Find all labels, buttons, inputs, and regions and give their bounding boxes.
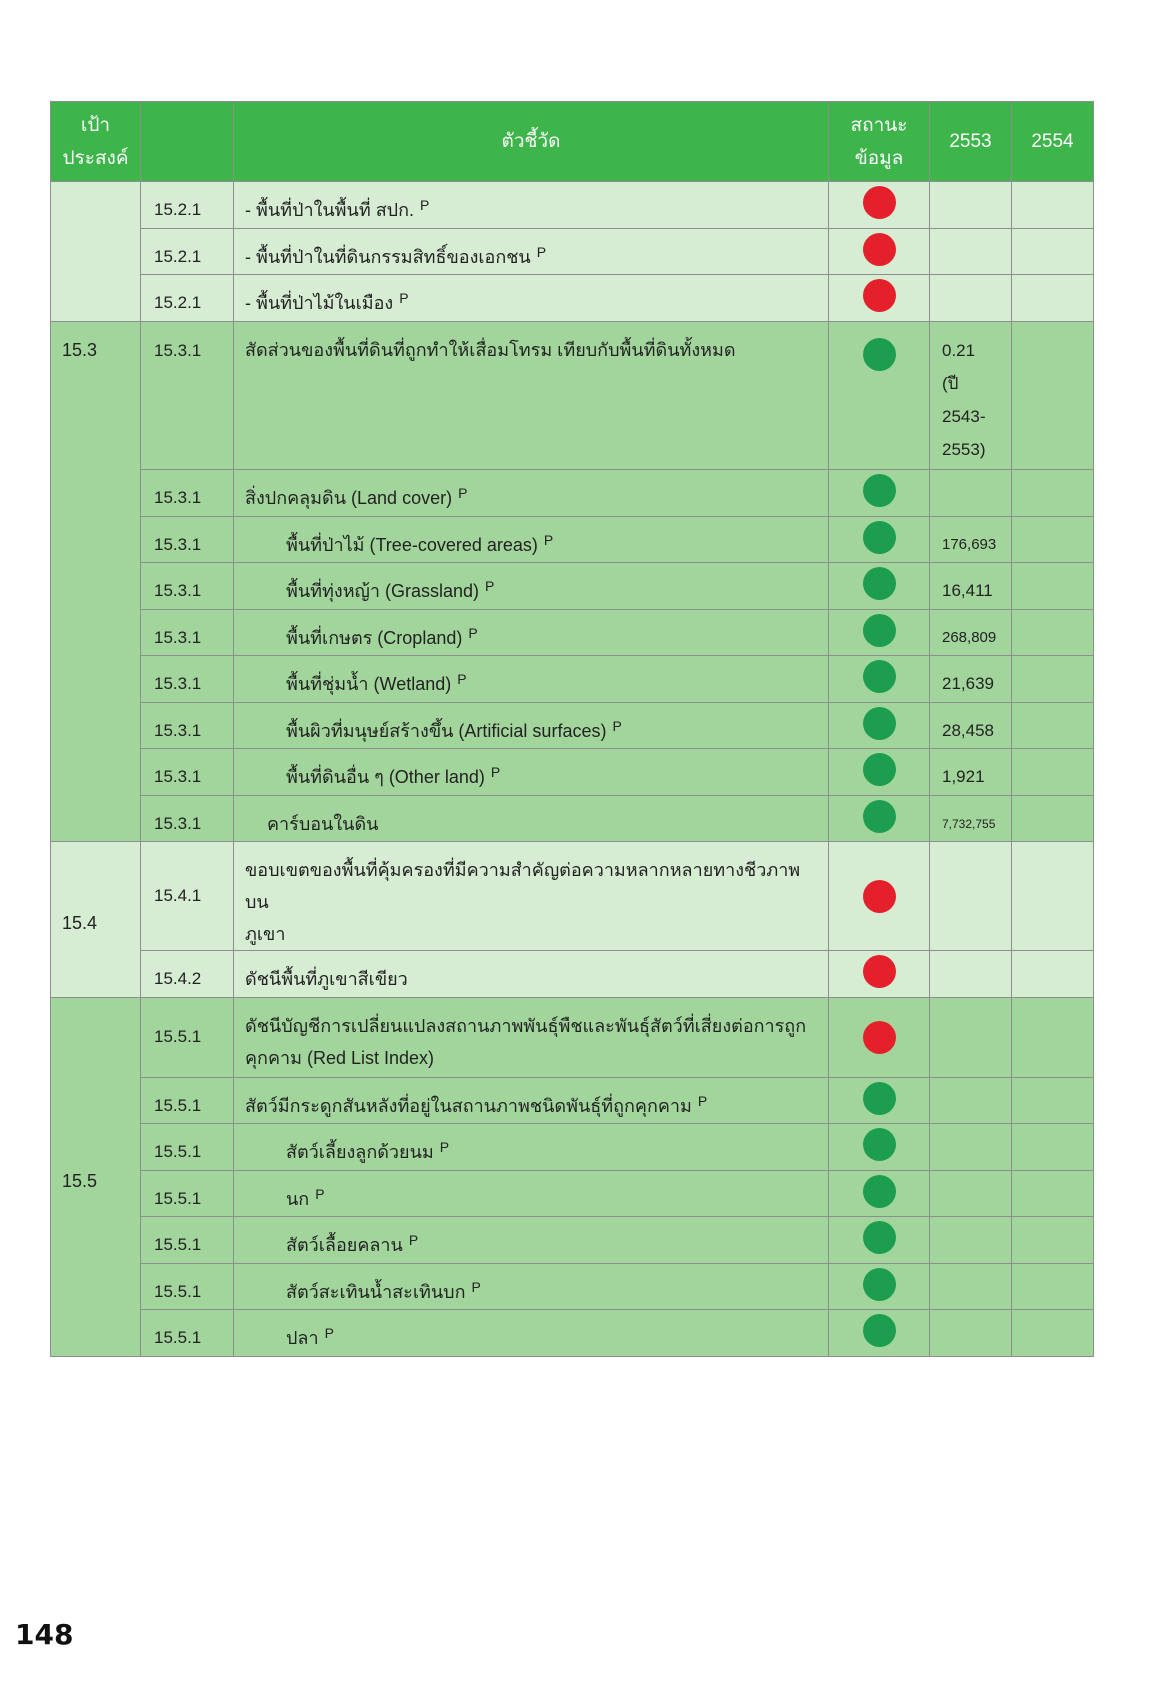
indicator-cell (234, 951, 829, 998)
status-cell (829, 749, 930, 796)
indicator-line (245, 1090, 820, 1122)
header-status-line: ข้อมูล (854, 147, 904, 169)
value-line: 16,411 (942, 581, 993, 600)
indicator-line (286, 715, 820, 747)
indicator-cell (234, 609, 829, 656)
indicator-line (267, 808, 820, 840)
value-2554-cell (1012, 470, 1094, 517)
value-2554-cell (1012, 1310, 1094, 1357)
value-2553-cell (930, 702, 1012, 749)
status-cell (829, 182, 930, 229)
indicator-text: สิ่งปกคลุมดิน (Land cover) (245, 488, 453, 508)
value-2554-cell (1012, 609, 1094, 656)
value-line: 2553) (942, 439, 986, 459)
status-cell (829, 228, 930, 275)
value-2554-cell (1012, 795, 1094, 842)
superscript-p-marker: P (324, 1325, 334, 1341)
value-2553-cell (930, 470, 1012, 517)
indicator-cell (234, 842, 829, 951)
status-dot-red-icon (863, 880, 896, 913)
superscript-p-marker: P (458, 485, 468, 501)
header-indicator: ตัวชี้วัด (234, 102, 829, 182)
code-cell: 15.2.1 (141, 275, 234, 322)
superscript-p-marker: P (543, 531, 554, 548)
status-cell (829, 1217, 930, 1264)
indicator-cell (234, 182, 829, 229)
indicator-cell (234, 656, 829, 703)
status-cell (829, 997, 930, 1077)
status-cell (829, 1310, 930, 1357)
value-line: 0.21 (942, 340, 976, 360)
code-cell: 15.2.1 (141, 182, 234, 229)
indicator-line (286, 1322, 820, 1354)
indicator-line (286, 529, 820, 561)
status-cell (829, 321, 930, 470)
table-row (51, 609, 1094, 656)
value-2553-cell (930, 516, 1012, 563)
indicator-text: ภูเขา (245, 924, 286, 944)
code-cell: 15.5.1 (141, 1310, 234, 1357)
indicator-cell (234, 1124, 829, 1171)
code-cell: 15.3.1 (141, 749, 234, 796)
value-line: 28,458 (942, 720, 994, 740)
indicator-text: ดัชนีพื้นที่ภูเขาสีเขียว (245, 969, 408, 989)
value-2553-cell (930, 321, 1012, 470)
status-dot-green-icon (863, 1221, 896, 1254)
value-line: 176,693 (942, 535, 997, 553)
status-dot-green-icon (863, 753, 896, 786)
value-2553-cell (930, 1263, 1012, 1310)
header-status (829, 102, 930, 182)
indicator-text: - พื้นที่ป่าในพื้นที่ สปก. (245, 200, 415, 220)
status-cell (829, 563, 930, 610)
indicator-cell (234, 516, 829, 563)
indicator-text: พื้นที่ดินอื่น ๆ (Other land) (286, 767, 485, 787)
value-2554-cell (1012, 842, 1094, 951)
status-dot-red-icon (863, 955, 896, 988)
superscript-p-marker: P (420, 197, 430, 213)
code-cell: 15.3.1 (141, 656, 234, 703)
code-cell: 15.4.2 (141, 951, 234, 998)
indicator-cell (234, 228, 829, 275)
indicator-line (245, 287, 820, 319)
value-2554-cell (1012, 1077, 1094, 1124)
status-dot-red-icon (863, 279, 896, 312)
superscript-p-marker: P (408, 1232, 419, 1248)
indicator-text: สัตว์สะเทินน้ำสะเทินบก (286, 1281, 466, 1302)
value-line: 1,921 (942, 767, 985, 786)
indicator-text: สัตว์เลื้อยคลาน (286, 1235, 403, 1255)
superscript-p-marker: P (468, 624, 478, 641)
goal-label: 15.5 (62, 1170, 98, 1191)
indicator-text: นก (286, 1188, 310, 1209)
code-cell: 15.5.1 (141, 997, 234, 1077)
status-dot-green-icon (863, 614, 896, 647)
value-line: 268,809 (942, 628, 997, 646)
table-row (51, 228, 1094, 275)
indicator-text: - พื้นที่ป่าไม้ในเมือง (245, 293, 394, 313)
table-row (51, 470, 1094, 517)
value-line: 21,639 (942, 674, 994, 693)
indicator-line (286, 622, 820, 654)
goal-cell (51, 321, 141, 842)
value-line: 2543- (942, 406, 986, 426)
table-row (51, 997, 1094, 1077)
table-row (51, 182, 1094, 229)
status-cell (829, 275, 930, 322)
indicator-line (286, 761, 820, 793)
table-row (51, 1170, 1094, 1217)
value-2553-cell (930, 182, 1012, 229)
indicator-line (245, 194, 820, 226)
header-code (141, 102, 234, 182)
value-2553-cell (930, 1170, 1012, 1217)
value-2554-cell (1012, 1124, 1094, 1171)
status-dot-green-icon (863, 1268, 896, 1301)
indicator-text: คาร์บอนในดิน (267, 813, 379, 834)
indicator-cell (234, 470, 829, 517)
value-2553-cell (930, 228, 1012, 275)
value-2554-cell (1012, 702, 1094, 749)
indicator-line (286, 1229, 820, 1261)
table-row (51, 951, 1094, 998)
indicator-line (286, 1136, 820, 1168)
header-goal-line: เป้า (80, 114, 111, 136)
indicator-text: สัตว์มีกระดูกสันหลังที่อยู่ในสถานภาพชนิดพันธุ์ที่ถูกคุกคาม (245, 1095, 692, 1116)
value-2553-cell (930, 749, 1012, 796)
table-row (51, 1310, 1094, 1357)
value-2554-cell (1012, 275, 1094, 322)
status-cell (829, 1263, 930, 1310)
table-row (51, 795, 1094, 842)
value-2554-cell (1012, 1217, 1094, 1264)
header-year-2554: 2554 (1012, 102, 1094, 182)
goal-cell (51, 997, 141, 1356)
status-dot-green-icon (863, 1128, 896, 1161)
indicator-cell (234, 1077, 829, 1124)
code-cell: 15.3.1 (141, 795, 234, 842)
table-row (51, 1077, 1094, 1124)
status-cell (829, 470, 930, 517)
indicator-cell (234, 1170, 829, 1217)
indicator-table (50, 101, 1094, 1357)
header-goal-line: ประสงค์ (62, 147, 129, 169)
status-cell (829, 656, 930, 703)
goal-cell (51, 842, 141, 998)
code-cell: 15.5.1 (141, 1077, 234, 1124)
value-2554-cell (1012, 321, 1094, 470)
status-dot-green-icon (863, 338, 896, 371)
status-dot-red-icon (863, 233, 896, 266)
value-2554-cell (1012, 516, 1094, 563)
status-dot-red-icon (863, 1021, 896, 1054)
indicator-line (245, 854, 820, 918)
table-body (51, 182, 1094, 1357)
status-dot-green-icon (863, 521, 896, 554)
value-2553-cell (930, 1077, 1012, 1124)
value-2553-cell (930, 795, 1012, 842)
superscript-p-marker: P (485, 578, 495, 594)
code-cell: 15.4.1 (141, 842, 234, 951)
table-row (51, 749, 1094, 796)
indicator-line (286, 1183, 820, 1215)
indicator-text: ดัชนีบัญชีการเปลี่ยนแปลงสถานภาพพันธุ์พืชและพันธุ์สัตว์ที่เสี่ยงต่อการถูก (245, 1015, 807, 1036)
code-cell: 15.5.1 (141, 1124, 234, 1171)
indicator-text: ขอบเขตของพื้นที่คุ้มครองที่มีความสำคัญต่อความหลากหลายทางชีวภาพบน (245, 860, 801, 912)
value-2553-cell (930, 951, 1012, 998)
indicator-line (286, 668, 820, 700)
value-2554-cell (1012, 228, 1094, 275)
status-cell (829, 842, 930, 951)
value-2554-cell (1012, 563, 1094, 610)
header-row (51, 102, 1094, 182)
value-2553-cell (930, 1124, 1012, 1171)
status-dot-green-icon (863, 1175, 896, 1208)
indicator-cell (234, 749, 829, 796)
code-cell: 15.3.1 (141, 516, 234, 563)
indicator-cell (234, 563, 829, 610)
code-cell: 15.3.1 (141, 321, 234, 470)
status-cell (829, 702, 930, 749)
indicator-cell (234, 1263, 829, 1310)
indicator-line (245, 482, 820, 514)
goal-label: 15.3 (62, 339, 98, 360)
value-2553-cell (930, 997, 1012, 1077)
code-cell: 15.5.1 (141, 1217, 234, 1264)
superscript-p-marker: P (612, 717, 622, 734)
status-dot-red-icon (863, 186, 896, 219)
value-2553-cell (930, 563, 1012, 610)
table-row (51, 656, 1094, 703)
value-2553-cell (930, 609, 1012, 656)
code-cell: 15.3.1 (141, 609, 234, 656)
value-2554-cell (1012, 656, 1094, 703)
table-row (51, 563, 1094, 610)
value-line: 7,732,755 (942, 816, 996, 831)
status-cell (829, 951, 930, 998)
status-cell (829, 795, 930, 842)
superscript-p-marker: P (439, 1139, 450, 1155)
indicator-cell (234, 275, 829, 322)
indicator-line (245, 241, 820, 273)
code-cell: 15.3.1 (141, 702, 234, 749)
value-line: (ปี (942, 373, 959, 393)
code-cell: 15.5.1 (141, 1170, 234, 1217)
header-goal (51, 102, 141, 182)
status-cell (829, 516, 930, 563)
value-2554-cell (1012, 997, 1094, 1077)
superscript-p-marker: P (399, 290, 409, 306)
value-2553-cell (930, 275, 1012, 322)
superscript-p-marker: P (315, 1185, 325, 1202)
code-cell: 15.3.1 (141, 470, 234, 517)
indicator-line (245, 918, 820, 950)
value-2554-cell (1012, 749, 1094, 796)
status-dot-green-icon (863, 707, 896, 740)
indicator-text: พื้นที่เกษตร (Cropland) (286, 627, 463, 648)
table-header (51, 102, 1094, 182)
superscript-p-marker: P (536, 243, 547, 260)
indicator-cell (234, 1310, 829, 1357)
header-year-2553: 2553 (930, 102, 1012, 182)
status-dot-green-icon (863, 660, 896, 693)
status-dot-green-icon (863, 474, 896, 507)
table-row (51, 321, 1094, 470)
goal-cell (51, 182, 141, 322)
indicator-cell (234, 321, 829, 470)
table-row (51, 1217, 1094, 1264)
superscript-p-marker: P (490, 764, 501, 780)
indicator-line (245, 1042, 820, 1074)
value-2554-cell (1012, 951, 1094, 998)
indicator-line (245, 334, 820, 367)
value-2554-cell (1012, 1263, 1094, 1310)
status-dot-green-icon (863, 1314, 896, 1347)
table-row (51, 516, 1094, 563)
value-2553-cell (930, 842, 1012, 951)
table-row (51, 702, 1094, 749)
indicator-cell (234, 1217, 829, 1264)
value-2553-cell (930, 1217, 1012, 1264)
page-number: 148 (15, 1618, 74, 1651)
table-row (51, 1263, 1094, 1310)
code-cell: 15.2.1 (141, 228, 234, 275)
value-2553-cell (930, 656, 1012, 703)
value-2554-cell (1012, 182, 1094, 229)
indicator-cell (234, 795, 829, 842)
value-2553-cell (930, 1310, 1012, 1357)
status-cell (829, 1170, 930, 1217)
indicator-text: - พื้นที่ป่าในที่ดินกรรมสิทธิ์ของเอกชน (245, 246, 531, 267)
status-cell (829, 609, 930, 656)
indicator-text: สัดส่วนของพื้นที่ดินที่ถูกทำให้เสื่อมโทรม เทียบกับพื้นที่ดินทั้งหมด (245, 339, 736, 360)
indicator-text: พื้นที่ป่าไม้ (Tree-covered areas) (286, 534, 538, 555)
indicator-text: พื้นที่ทุ่งหญ้า (Grassland) (286, 581, 480, 601)
table-row (51, 275, 1094, 322)
superscript-p-marker: P (471, 1278, 481, 1295)
indicator-cell (234, 702, 829, 749)
indicator-text: พื้นที่ชุ่มน้ำ (Wetland) (286, 674, 452, 694)
superscript-p-marker: P (457, 671, 467, 687)
indicator-text: สัตว์เลี้ยงลูกด้วยนม (286, 1142, 434, 1162)
header-status-line: สถานะ (850, 114, 908, 136)
goal-label: 15.4 (62, 913, 98, 934)
indicator-line (286, 575, 820, 607)
indicator-cell (234, 997, 829, 1077)
table-row (51, 842, 1094, 951)
value-2554-cell (1012, 1170, 1094, 1217)
status-cell (829, 1124, 930, 1171)
indicator-text: ปลา (286, 1328, 319, 1348)
status-cell (829, 1077, 930, 1124)
indicator-line (245, 963, 820, 995)
indicator-line (245, 1010, 820, 1042)
indicator-text: คุกคาม (Red List Index) (245, 1047, 435, 1068)
code-cell: 15.3.1 (141, 563, 234, 610)
status-dot-green-icon (863, 800, 896, 833)
table-row (51, 1124, 1094, 1171)
superscript-p-marker: P (697, 1092, 708, 1109)
indicator-line (286, 1276, 820, 1308)
status-dot-green-icon (863, 1082, 896, 1115)
code-cell: 15.5.1 (141, 1263, 234, 1310)
indicator-text: พื้นผิวที่มนุษย์สร้างขึ้น (Artificial surfaces) (286, 720, 607, 741)
status-dot-green-icon (863, 567, 896, 600)
